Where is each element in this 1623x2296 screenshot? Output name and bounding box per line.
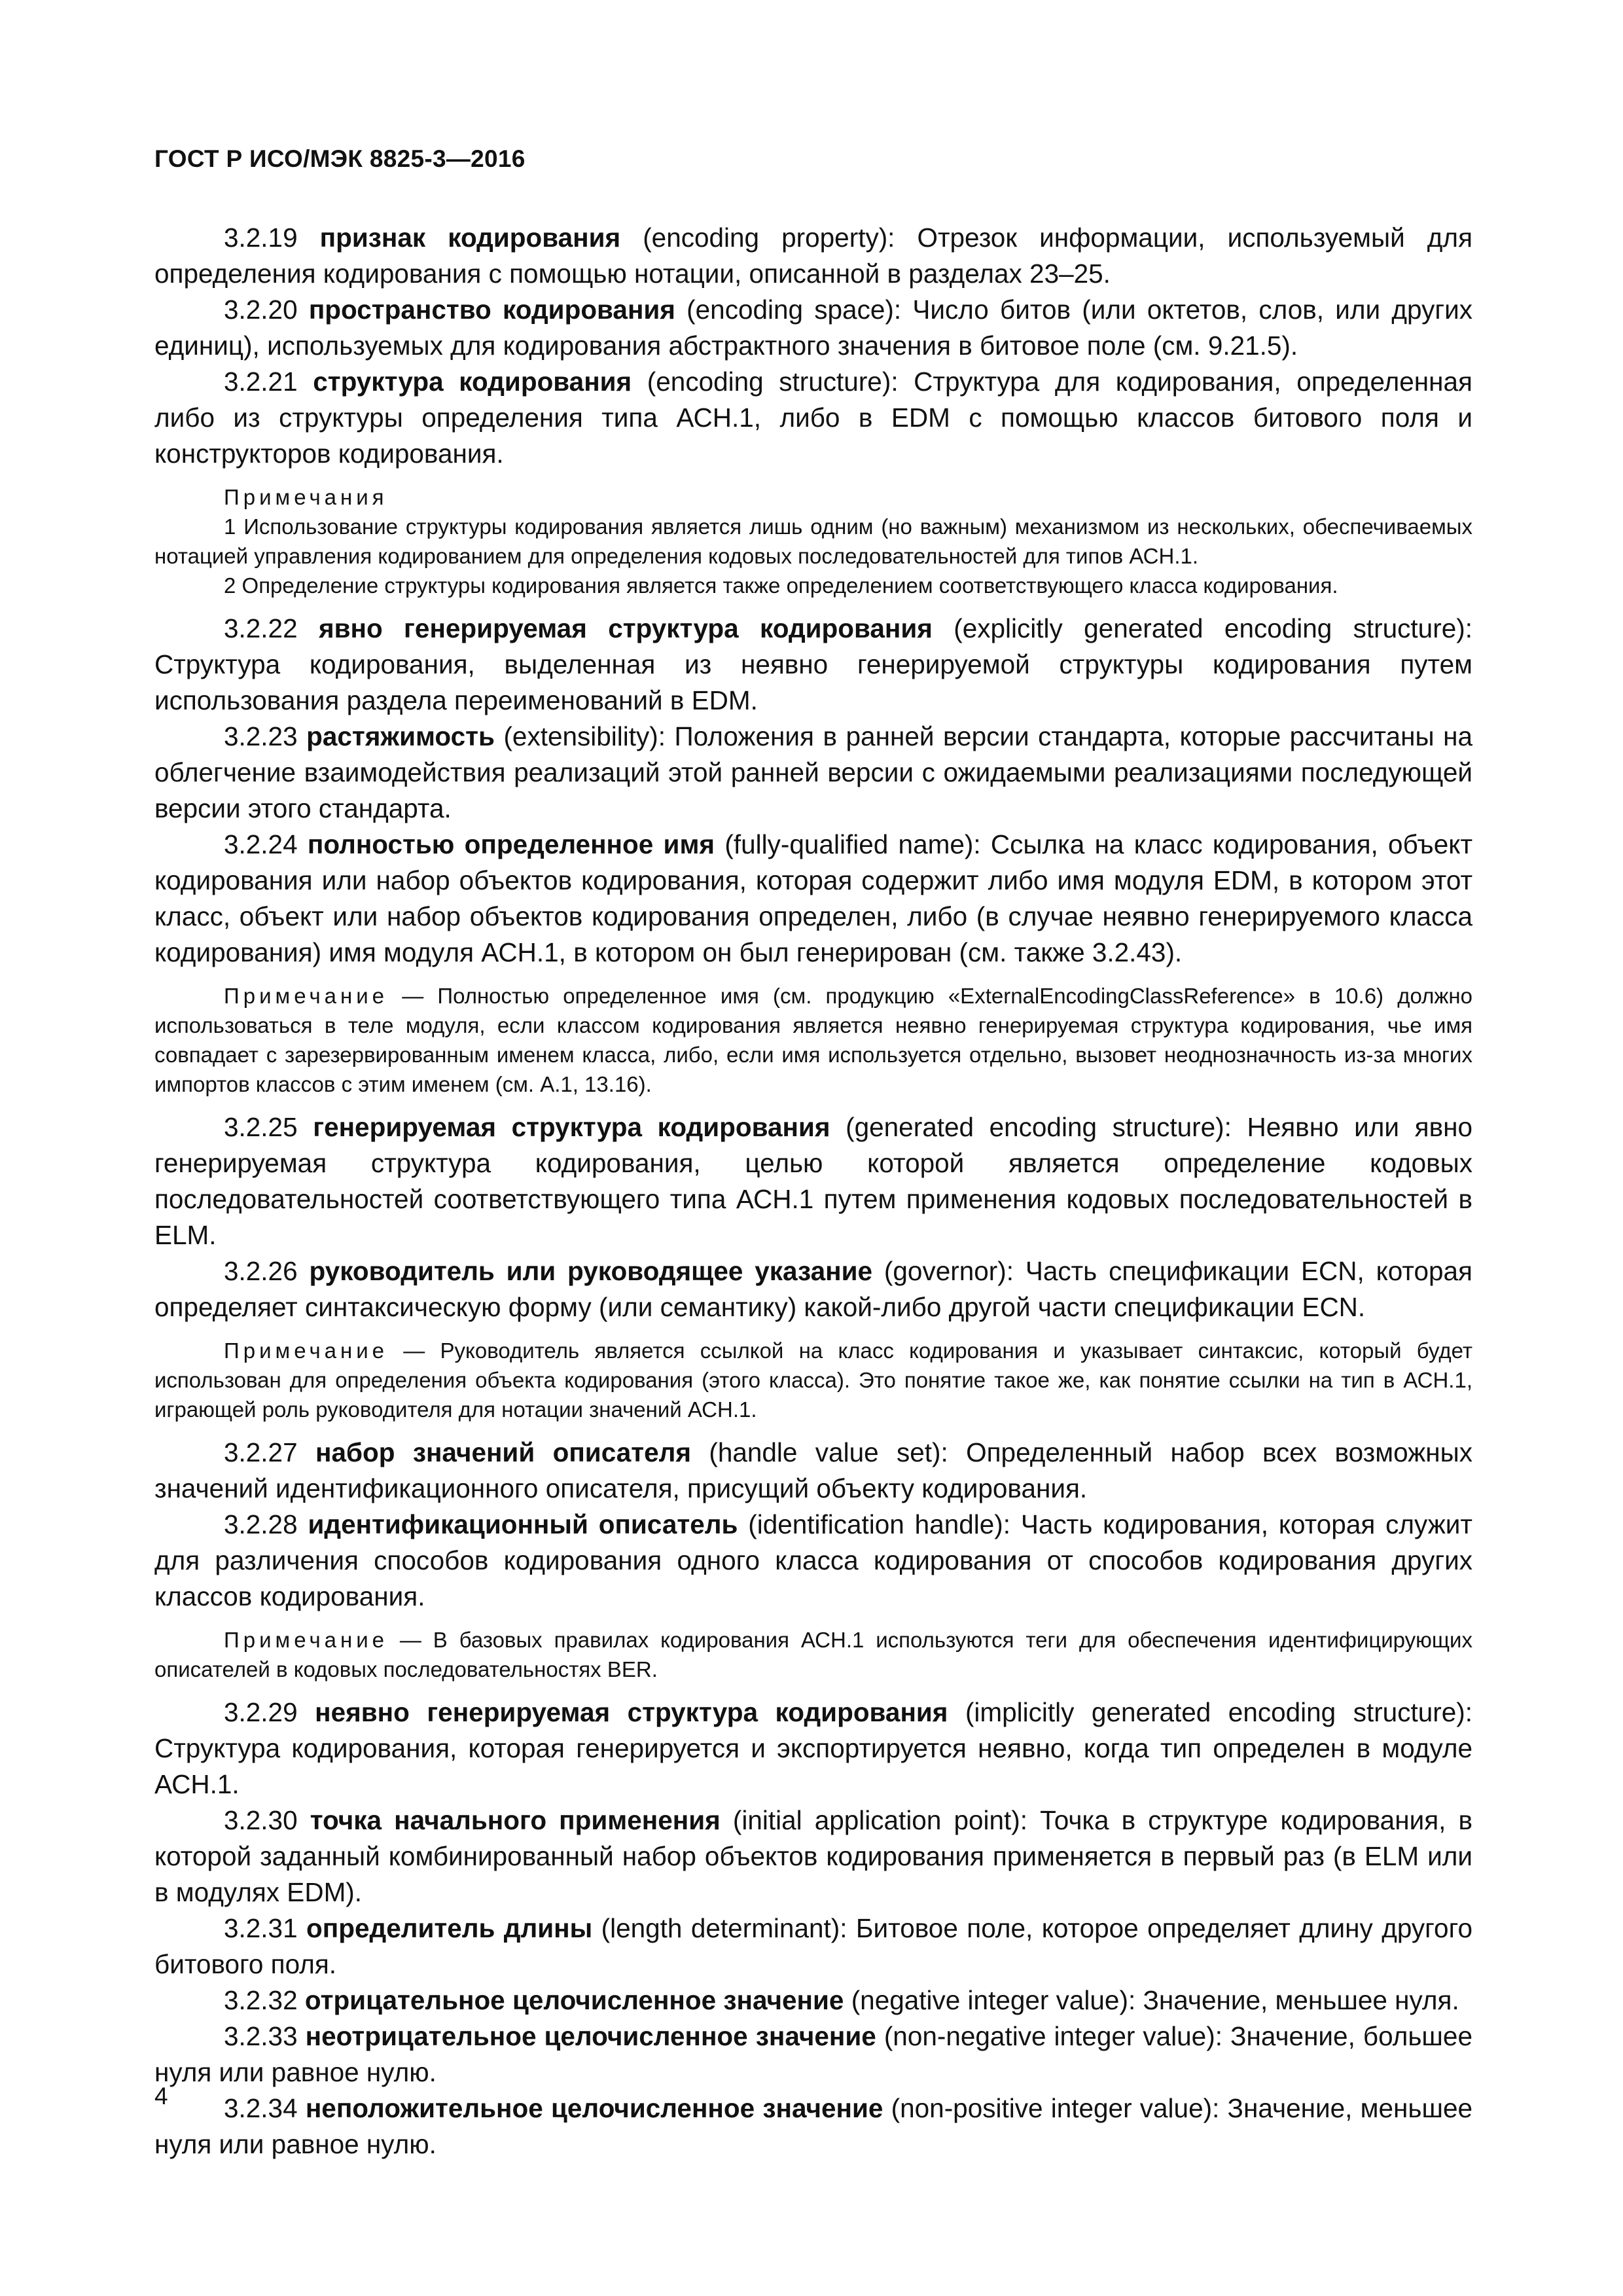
definition-3-2-25 [154, 1109, 1472, 1253]
definition-term: руководитель или руководящее указание [309, 1256, 873, 1286]
definition-3-2-23 [154, 719, 1472, 827]
definition-number: 3.2.31 [224, 1913, 298, 1943]
definition-term: неявно генерируемая структура кодирования [315, 1697, 948, 1727]
notes-block-1 [154, 482, 1472, 600]
note-item: 1 Использование структуры кодирования является лишь одним (но важным) механизмом из нескольких, обеспечиваемых нотацией управления кодированием для определения кодовых последовательностей для типов АСН.1. [154, 514, 1472, 568]
note-item: 2 Определение структуры кодирования является также определением соответствующего класса кодирования. [224, 573, 1338, 598]
definition-3-2-29 [154, 1695, 1472, 1803]
definition-number: 3.2.28 [224, 1509, 298, 1539]
note-text: — Полностью определенное имя (см. продукцию «ExternalEncodingClassReference» в 10.6) должно использоваться в теле модуля, если классом кодирования является неявно генерируемая структура кодирования, чье имя совпадает с зарезервированным именем класса, либо, если имя используется отдельно, вызовет неоднозначность из-за многих импортов классов с этим именем (см. А.1, 13.16). [154, 984, 1472, 1096]
note [154, 1625, 1472, 1684]
definition-term: идентификационный описатель [308, 1509, 738, 1539]
definition-text: (extensibility): Положения в ранней версии стандарта, которые рассчитаны на облегчение взаимодействия реализаций этой ранней версии с ожидаемыми реализациями последующей версии этого стандарта. [154, 721, 1472, 823]
definition-term: точка начального применения [310, 1805, 721, 1835]
note-text: — Руководитель является ссылкой на класс кодирования и указывает синтаксис, который будет использован для определения объекта кодирования (этого класса). Это понятие такое же, как понятие ссылки на тип в АСН.1, играющей роль руководителя для нотации значений АСН.1. [154, 1338, 1473, 1422]
definition-number: 3.2.29 [224, 1697, 298, 1727]
definition-text: (handle value set): Определенный набор всех возможных значений идентификационного описателя, присущий объекту кодирования. [154, 1437, 1472, 1503]
definition-text: (initial application point): Точка в структуре кодирования, в которой заданный комбинированный набор объектов кодирования применяется в первый раз (в ELM или в модулях EDM). [154, 1805, 1472, 1907]
definition-number: 3.2.20 [224, 295, 298, 325]
definition-text: (encoding structure): Структура для кодирования, определенная либо из структуры определения типа АСН.1, либо в EDM с помощью классов битового поля и конструкторов кодирования. [154, 367, 1472, 469]
definition-number: 3.2.25 [224, 1112, 298, 1142]
definition-text: (encoding property): Отрезок информации, используемый для определения кодирования с помощью нотации, описанной в разделах 23–25. [154, 223, 1472, 289]
note-block-4 [154, 1625, 1472, 1684]
definition-3-2-31 [154, 1910, 1472, 1982]
definition-3-2-20 [154, 292, 1472, 364]
note-block-3 [154, 1336, 1472, 1424]
definition-number: 3.2.21 [224, 367, 298, 397]
document-body [154, 220, 1472, 2162]
definition-number: 3.2.27 [224, 1437, 298, 1467]
page-number: 4 [154, 2083, 168, 2109]
definition-3-2-26 [154, 1253, 1472, 1325]
definition-3-2-22 [154, 611, 1472, 719]
definition-term: генерируемая структура кодирования [313, 1112, 830, 1142]
definition-term: растяжимость [306, 721, 495, 751]
note-label: Примечание [224, 1628, 389, 1652]
definition-term: неположительное целочисленное значение [305, 2093, 883, 2123]
definition-term: неотрицательное целочисленное значение [305, 2021, 876, 2051]
definition-text: (generated encoding structure): Неявно или явно генерируемая структура кодирования, целью которой является определение кодовых последовательностей соответствующего типа АСН.1 путем применения кодовых последовательностей в ELM. [154, 1112, 1472, 1250]
definition-3-2-24 [154, 827, 1472, 971]
note-label: Примечание [224, 1338, 389, 1363]
definition-term: признак кодирования [319, 223, 621, 253]
definition-number: 3.2.33 [224, 2021, 298, 2051]
page-header: ГОСТ Р ИСО/МЭК 8825-3—2016 [154, 145, 526, 172]
definition-term: набор значений описателя [315, 1437, 691, 1467]
note-label: Примечание [224, 984, 389, 1008]
definition-number: 3.2.23 [224, 721, 298, 751]
note [154, 981, 1472, 1099]
definition-number: 3.2.22 [224, 613, 298, 643]
definition-3-2-34 [154, 2090, 1472, 2162]
definition-term: полностью определенное имя [307, 829, 715, 859]
definition-number: 3.2.26 [224, 1256, 298, 1286]
definition-number: 3.2.24 [224, 829, 298, 859]
definition-term: пространство кодирования [308, 295, 675, 325]
definition-3-2-33 [154, 2018, 1472, 2090]
definition-text: (non-positive integer value): Значение, меньшее нуля или равное нулю. [154, 2093, 1473, 2159]
definition-3-2-30 [154, 1803, 1472, 1910]
definition-number: 3.2.30 [224, 1805, 298, 1835]
definition-number: 3.2.32 [224, 1985, 298, 2015]
definition-3-2-27 [154, 1435, 1472, 1507]
note [154, 1336, 1472, 1424]
definition-text: (length determinant): Битовое поле, которое определяет длину другого битового поля. [154, 1913, 1472, 1979]
definition-number: 3.2.34 [224, 2093, 298, 2123]
definition-text: (implicitly generated encoding structure): Структура кодирования, которая генерируется и экспортируется неявно, когда тип определен в модуле АСН.1. [154, 1697, 1472, 1799]
definition-number: 3.2.19 [224, 223, 298, 253]
definition-text: (negative integer value): Значение, меньшее нуля. [851, 1985, 1459, 2015]
definition-text: (explicitly generated encoding structure): Структура кодирования, выделенная из неявно генерируемой структуры кодирования путем использования раздела переименований в EDM. [154, 613, 1472, 715]
definition-3-2-28 [154, 1507, 1472, 1615]
note-text: — В базовых правилах кодирования АСН.1 используются теги для обеспечения идентифицирующих описателей в кодовых последовательностях BER. [154, 1628, 1472, 1681]
notes-heading: Примечания [224, 485, 388, 509]
definition-term: отрицательное целочисленное значение [304, 1985, 844, 2015]
definition-3-2-32 [154, 1982, 1472, 2018]
definition-text: (encoding space): Число битов (или октетов, слов, или других единиц), используемых для кодирования абстрактного значения в битовое поле (см. 9.21.5). [154, 295, 1472, 361]
note-block-2 [154, 981, 1472, 1099]
definition-term: структура кодирования [313, 367, 632, 397]
definition-text: (fully-qualified name): Ссылка на класс кодирования, объект кодирования или набор объектов кодирования, которая содержит либо имя модуля EDM, в котором этот класс, объект или набор объектов кодирования определен, либо (в случае неявно генерируемого класса кодирования) имя модуля АСН.1, в котором он был генерирован (см. также 3.2.43). [154, 829, 1472, 967]
definition-term: определитель длины [306, 1913, 593, 1943]
definition-term: явно генерируемая структура кодирования [318, 613, 933, 643]
definition-text: (non-negative integer value): Значение, большее нуля или равное нулю. [154, 2021, 1472, 2087]
definition-3-2-21 [154, 364, 1472, 472]
definition-text: (identification handle): Часть кодирования, которая служит для различения способов кодирования одного класса кодирования от способов кодирования других классов кодирования. [154, 1509, 1472, 1611]
definition-3-2-19 [154, 220, 1472, 292]
definition-text: (governor): Часть спецификации ECN, которая определяет синтаксическую форму (или семантику) какой-либо другой части спецификации ECN. [154, 1256, 1472, 1322]
